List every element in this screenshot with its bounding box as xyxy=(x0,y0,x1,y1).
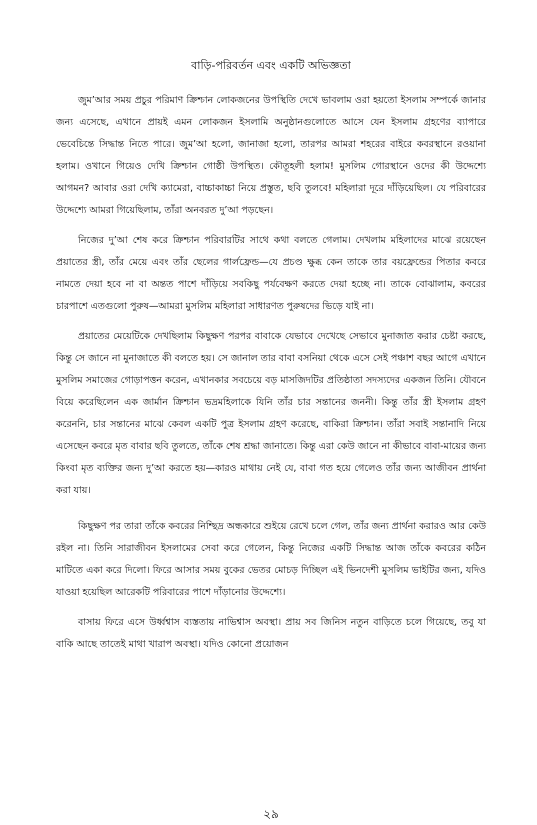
chapter-header: বাড়ি-পরিবর্তন এবং একটি অভিজ্ঞতা xyxy=(191,59,351,72)
page-number: ২৯ xyxy=(263,807,279,821)
book-page xyxy=(56,58,486,821)
paragraph-3: প্রয়াতের মেয়েটিকে দেখছিলাম কিছুক্ষণ পরপর বাবাকে যেভাবে দেখেছে সেভাবে মুনাজাত করার চেষ্টা করছে, কিন্তু সে জানে না মুনাজাতে কী বলতে হয়। সে জানাল তার বাবা বসনিয়া থেকে এসে সেই পঞ্চাশ বছর আগে এখানে মুসলিম সমাজের গোড়াপত্তন করেন, এখানকার সবচেয়ে বড় মাসজিদটির প্রতিষ্ঠাতা সদস্যদের একজন তিনি। যৌবনে বিয়ে করেছিলেন এক জার্মান ক্রিশ্চান ভদ্রমহিলাকে যিনি তাঁর চার সন্তানের জননী। কিন্তু তাঁর স্ত্রী ইসলাম গ্রহণ করেননি, চার সন্তানের মাঝে কেবল একটি পুত্র ইসলাম গ্রহণ করেছে, বাকিরা ক্রিশ্চান। তাঁরা সবাই সন্তানাদি নিয়ে এসেছেন কবরে মৃত বাবার ছবি তুলতে, তাঁকে শেষ শ্রদ্ধা জানাতে। কিন্তু এরা কেউ জানে না কীভাবে বাবা-মায়ের জন্য কিংবা মৃত ব্যক্তির জন্য দু’আ করতে হয়—কারও মাথায় নেই যে, বাবা গত হয়ে গেলেও তাঁর জন্য আজীবন প্রার্থনা করা যায়। xyxy=(56,331,486,496)
paragraph-5: বাসায় ফিরে এসে উর্ধ্বশ্বাস ব্যস্ততায় নাভিশ্বাস অবস্থা। প্রায় সব জিনিস নতুন বাড়িতে চলে গিয়েছে, তবু যা বাকি আছে তাতেই মাথা খারাপ অবস্থা। যদিও কোনো প্রয়োজন xyxy=(56,617,486,650)
paragraph-4: কিছুক্ষণ পর তারা তাঁকে কবরের নিশ্ছিদ্র অন্ধকারে শুইয়ে রেখে চলে গেল, তাঁর জন্য প্রার্থনা করারও আর কেউ রইল না। তিনি সারাজীবন ইসলামের সেবা করে গেলেন, কিন্তু নিজের একটি সিদ্ধান্ত আজ তাঁকে কবরের কঠিন মাটিতে একা করে দিলো। ফিরে আসার সময় বুকের ভেতর মোচড় দিচ্ছিল এই ভিনদেশী মুসলিম ভাইটির জন্য, যদিও যাওয়া হয়েছিল আরেকটি পরিবারের পাশে দাঁড়ানোর উদ্দেশ্যে। xyxy=(56,521,486,598)
paragraph-2: নিজের দু’আ শেষ করে ক্রিশ্চান পরিবারটির সাথে কথা বলতে গেলাম। দেখলাম মহিলাদের মাঝে রয়েছেন প্রয়াতের স্ত্রী, তাঁর মেয়ে এবং তাঁর ছেলের গার্লফ্রেন্ড—যে প্রচণ্ড ক্ষুব্ধ কেন তাকে তার বয়ফ্রেন্ডের পিতার কবরে নামতে দেয়া হবে না বা অন্তত পাশে দাঁড়িয়ে সবকিছু পর্যবেক্ষণ করতে দেয়া হচ্ছে না। তাকে বোঝালাম, কবরের চারপাশে এতগুলো পুরুষ—আমরা মুসলিম মহিলারা সাধারণত পুরুষদের ভিড়ে যাই না। xyxy=(56,235,486,312)
paragraph-1: জুম’আর সময় প্রচুর পরিমাণ ক্রিশ্চান লোকজনের উপস্থিতি দেখে ভাবলাম ওরা হয়তো ইসলাম সম্পর্কে জানার জন্য এসেছে, এখানে প্রায়ই এমন লোকজন ইসলামি অনুষ্ঠানগুলোতে আসে যেন ইসলাম গ্রহণের ব্যাপারে ভেবেচিন্তে সিদ্ধান্ত নিতে পারে। জুম’আ হলো, জানাজা হলো, তারপর আমরা শহরের বাইরে কবরস্থানে রওয়ানা হলাম। ওখানে গিয়েও দেখি ক্রিশ্চান গোষ্ঠী উপস্থিত। কৌতূহলী হলাম! মুসলিম গোরস্থানে ওদের কী উদ্দেশ্যে আগমন? আবার ওরা দেখি ক্যামেরা, বাচ্চাকাচ্চা নিয়ে প্রস্তুত, ছবি তুলবে! মহিলারা দূরে দাঁড়িয়েছিল। যে পরিবারের উদ্দেশ্যে আমরা গিয়েছিলাম, তাঁরা অনবরত দু’আ পড়ছেন। xyxy=(56,95,486,216)
